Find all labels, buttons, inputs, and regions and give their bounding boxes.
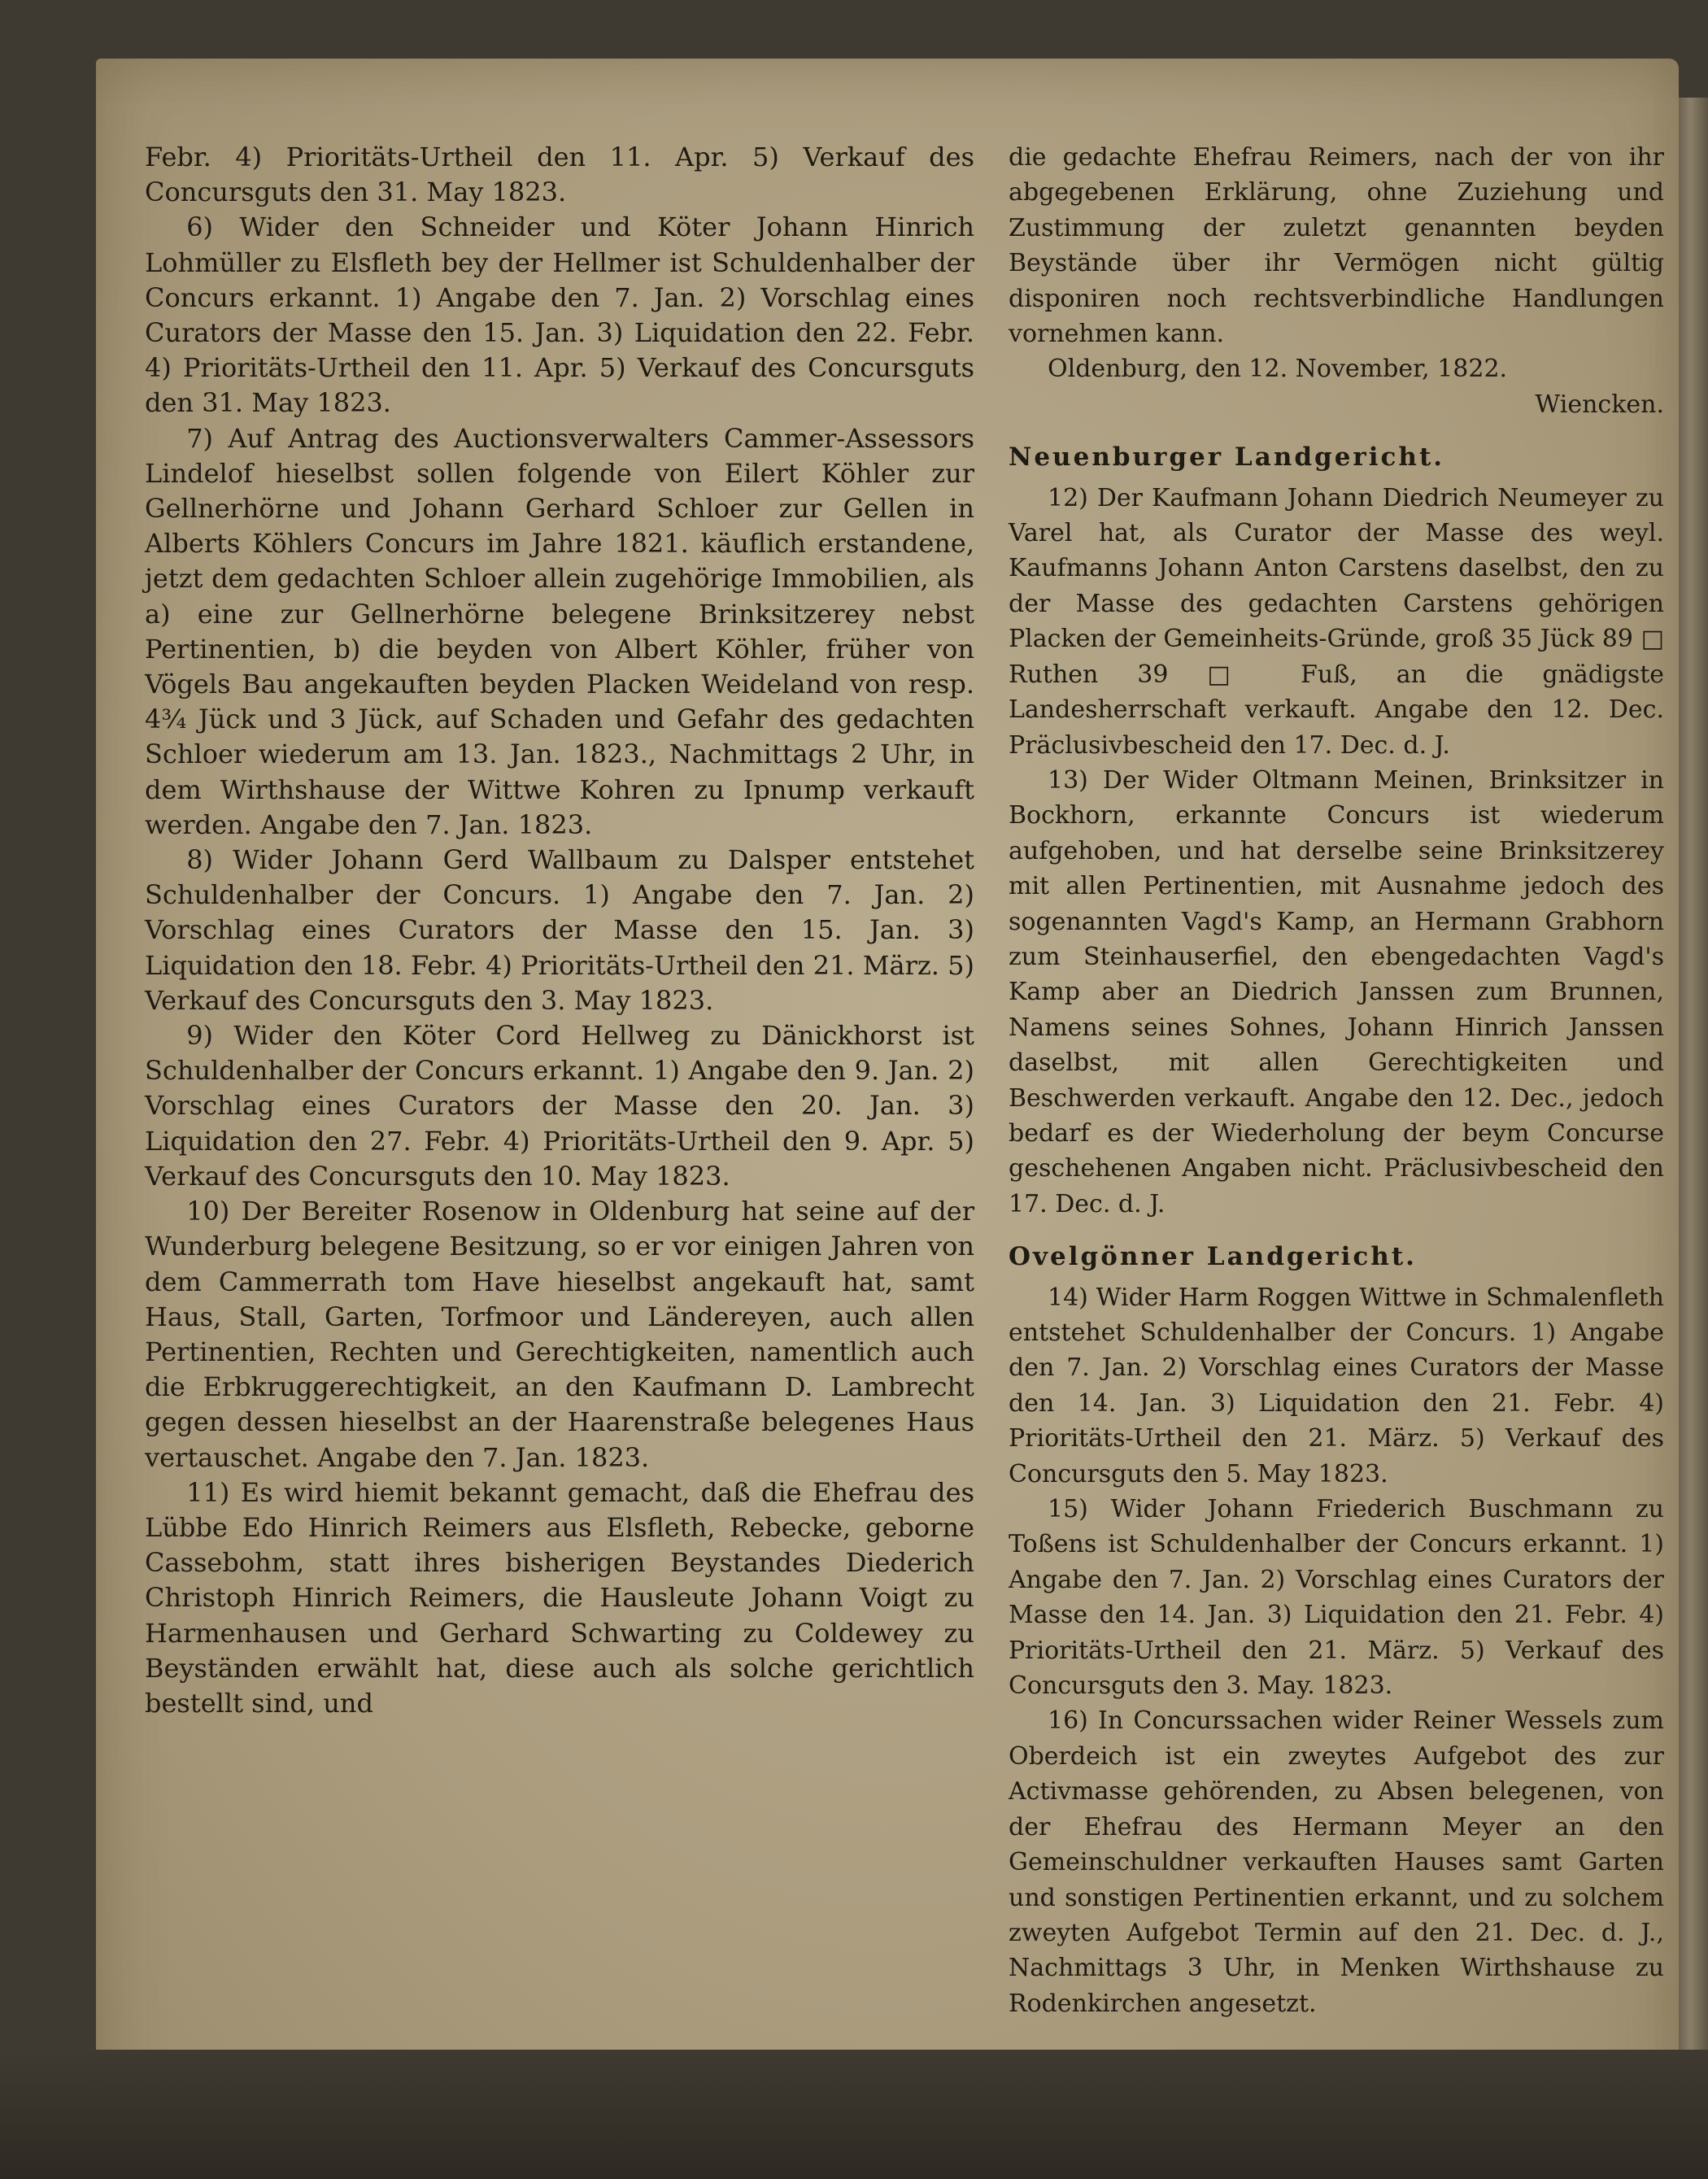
- background-strip: [0, 2050, 1708, 2179]
- notice-7: 7) Auf Antrag des Auctionsverwalters Cammer-Assessors Lindelof hieselbst sollen folgende von Eilert Köhler zur Gellnerhörne und Johann Gerhard Schloer zur Gellen in Alberts Köhlers Concurs im Jahre 1821. käuflich erstandene, jetzt dem gedachten Schloer allein zugehörige Immobilien, als a) eine zur Gellnerhörne belegene Brinksitzerey nebst Pertinentien, b) die beyden von Albert Köhler, früher von Vögels Bau angekauften beyden Placken Weideland von resp. 4¾ Jück und 3 Jück, auf Schaden und Gefahr des gedachten Schloer wiederum am 13. Jan. 1823., Nachmittags 2 Uhr, in dem Wirthshause der Wittwe Kohren zu Ipnump verkauft werden. Angabe den 7. Jan. 1823.: [145, 422, 974, 840]
- left-column: [145, 140, 974, 1721]
- page-binding-edge: [1679, 98, 1708, 2164]
- place-date: Oldenburg, den 12. November, 1822.: [1048, 355, 1508, 384]
- notice-8: 8) Wider Johann Gerd Wallbaum zu Dalsper entstehet Schuldenhalber der Concurs. 1) Angabe den 7. Jan. 2) Vorschlag eines Curators der Masse den 15. Jan. 3) Liquidation den 18. Febr. 4) Prioritäts-Urtheil den 21. März. 5) Verkauf des Concursguts den 3. May 1823.: [145, 844, 974, 1016]
- section-heading-neuenburg: Neuenburger Landgericht.: [1009, 442, 1445, 473]
- notice-5-continuation: Febr. 4) Prioritäts-Urtheil den 11. Apr. 5) Verkauf des Concursguts den 31. May 1823.: [145, 142, 974, 208]
- signature: Wiencken.: [1535, 390, 1664, 419]
- notice-12: 12) Der Kaufmann Johann Diedrich Neumeyer zu Varel hat, als Curator der Masse des weyl. Kaufmanns Johann Anton Carstens daselbst, den zu der Masse des gedachten Carstens gehörigen Placken der Gemeinheits-Gründe, groß 35 Jück 89 □ Ruthen 39 □ Fuß, an die gnädigste Landesherrschaft verkauft. Angabe den 12. Dec. Präclusivbescheid den 17. Dec. d. J.: [1009, 483, 1664, 760]
- notice-15: 15) Wider Johann Friederich Buschmann zu Toßens ist Schuldenhalber der Concurs erkannt. 1) Angabe den 7. Jan. 2) Vorschlag eines Curators der Masse den 14. Jan. 3) Liquidation den 21. Febr. 4) Prioritäts-Urtheil den 21. März. 5) Verkauf des Concursguts den 3. May. 1823.: [1009, 1495, 1664, 1701]
- notice-9: 9) Wider den Köter Cord Hellweg zu Dänickhorst ist Schuldenhalber der Concurs erkannt. 1) Angabe den 9. Jan. 2) Vorschlag eines Curators der Masse den 20. Jan. 3) Liquidation den 27. Febr. 4) Prioritäts-Urtheil den 9. Apr. 5) Verkauf des Concursguts den 10. May 1823.: [145, 1020, 974, 1192]
- notice-14: 14) Wider Harm Roggen Wittwe in Schmalenfleth entstehet Schuldenhalber der Concurs. 1) Angabe den 7. Jan. 2) Vorschlag eines Curators der Masse den 14. Jan. 3) Liquidation den 21. Febr. 4) Prioritäts-Urtheil den 21. März. 5) Verkauf des Concursguts den 5. May 1823.: [1009, 1283, 1664, 1488]
- notice-13: 13) Der Wider Oltmann Meinen, Brinksitzer in Bockhorn, erkannte Concurs ist wiederum aufgehoben, und hat derselbe seine Brinksitzerey mit allen Pertinentien, mit Ausnahme jedoch des sogenannten Vagd's Kamp, an Hermann Grabhorn zum Steinhauserfiel, den ebengedachten Vagd's Kamp aber an Diedrich Janssen zum Brunnen, Namens seines Sohnes, Johann Hinrich Janssen daselbst, mit allen Gerechtigkeiten und Beschwerden verkauft. Angabe den 12. Dec., jedoch bedarf es der Wiederholung der beym Concurse geschehenen Angaben nicht. Präclusivbescheid den 17. Dec. d. J.: [1009, 765, 1664, 1218]
- notice-10: 10) Der Bereiter Rosenow in Oldenburg hat seine auf der Wunderburg belegene Besitzung, so er vor einigen Jahren von dem Cammerrath tom Have hieselbst angekauft hat, samt Haus, Stall, Garten, Torfmoor und Ländereyen, auch allen Pertinentien, Rechten und Gerechtigkeiten, namentlich auch die Erbkruggerechtigkeit, an den Kaufmann D. Lambrecht gegen dessen hieselbst an der Haarenstraße belegenes Haus vertauschet. Angabe den 7. Jan. 1823.: [145, 1196, 974, 1473]
- section-heading-ovelgoenne: Ovelgönner Landgericht.: [1009, 1242, 1417, 1272]
- right-column: [1009, 140, 1664, 2021]
- notice-16: 16) In Concurssachen wider Reiner Wessels zum Oberdeich ist ein zweytes Aufgebot des zur Activmasse gehörenden, zu Absen belegenen, von der Ehefrau des Hermann Meyer an den Gemeinschuldner verkauften Hauses samt Garten und sonstigen Pertinentien erkannt, und zu solchem zweyten Aufgebot Termin auf den 21. Dec. d. J., Nachmittags 3 Uhr, in Menken Wirthshause zu Rodenkirchen angesetzt.: [1009, 1706, 1664, 2018]
- notice-11-continuation: die gedachte Ehefrau Reimers, nach der von ihr abgegebenen Erklärung, ohne Zuziehung und Zustimmung der zuletzt genannten beyden Beystände über ihr Vermögen nicht gültig disponiren noch rechtsverbindliche Handlungen vornehmen kann.: [1009, 143, 1664, 349]
- notice-6: 6) Wider den Schneider und Köter Johann Hinrich Lohmüller zu Elsfleth bey der Hellmer ist Schuldenhalber der Concurs erkannt. 1) Angabe den 7. Jan. 2) Vorschlag eines Curators der Masse den 15. Jan. 3) Liquidation den 22. Febr. 4) Prioritäts-Urtheil den 11. Apr. 5) Verkauf des Concursguts den 31. May 1823.: [145, 211, 974, 419]
- notice-11: 11) Es wird hiemit bekannt gemacht, daß die Ehefrau des Lübbe Edo Hinrich Reimers aus Elsfleth, Rebecke, geborne Cassebohm, statt ihres bisherigen Beystandes Diederich Christoph Hinrich Reimers, die Hausleute Johann Voigt zu Harmenhausen und Gerhard Schwarting zu Coldewey zu Beyständen erwählt hat, diese auch als solche gerichtlich bestellt sind, und: [145, 1476, 974, 1719]
